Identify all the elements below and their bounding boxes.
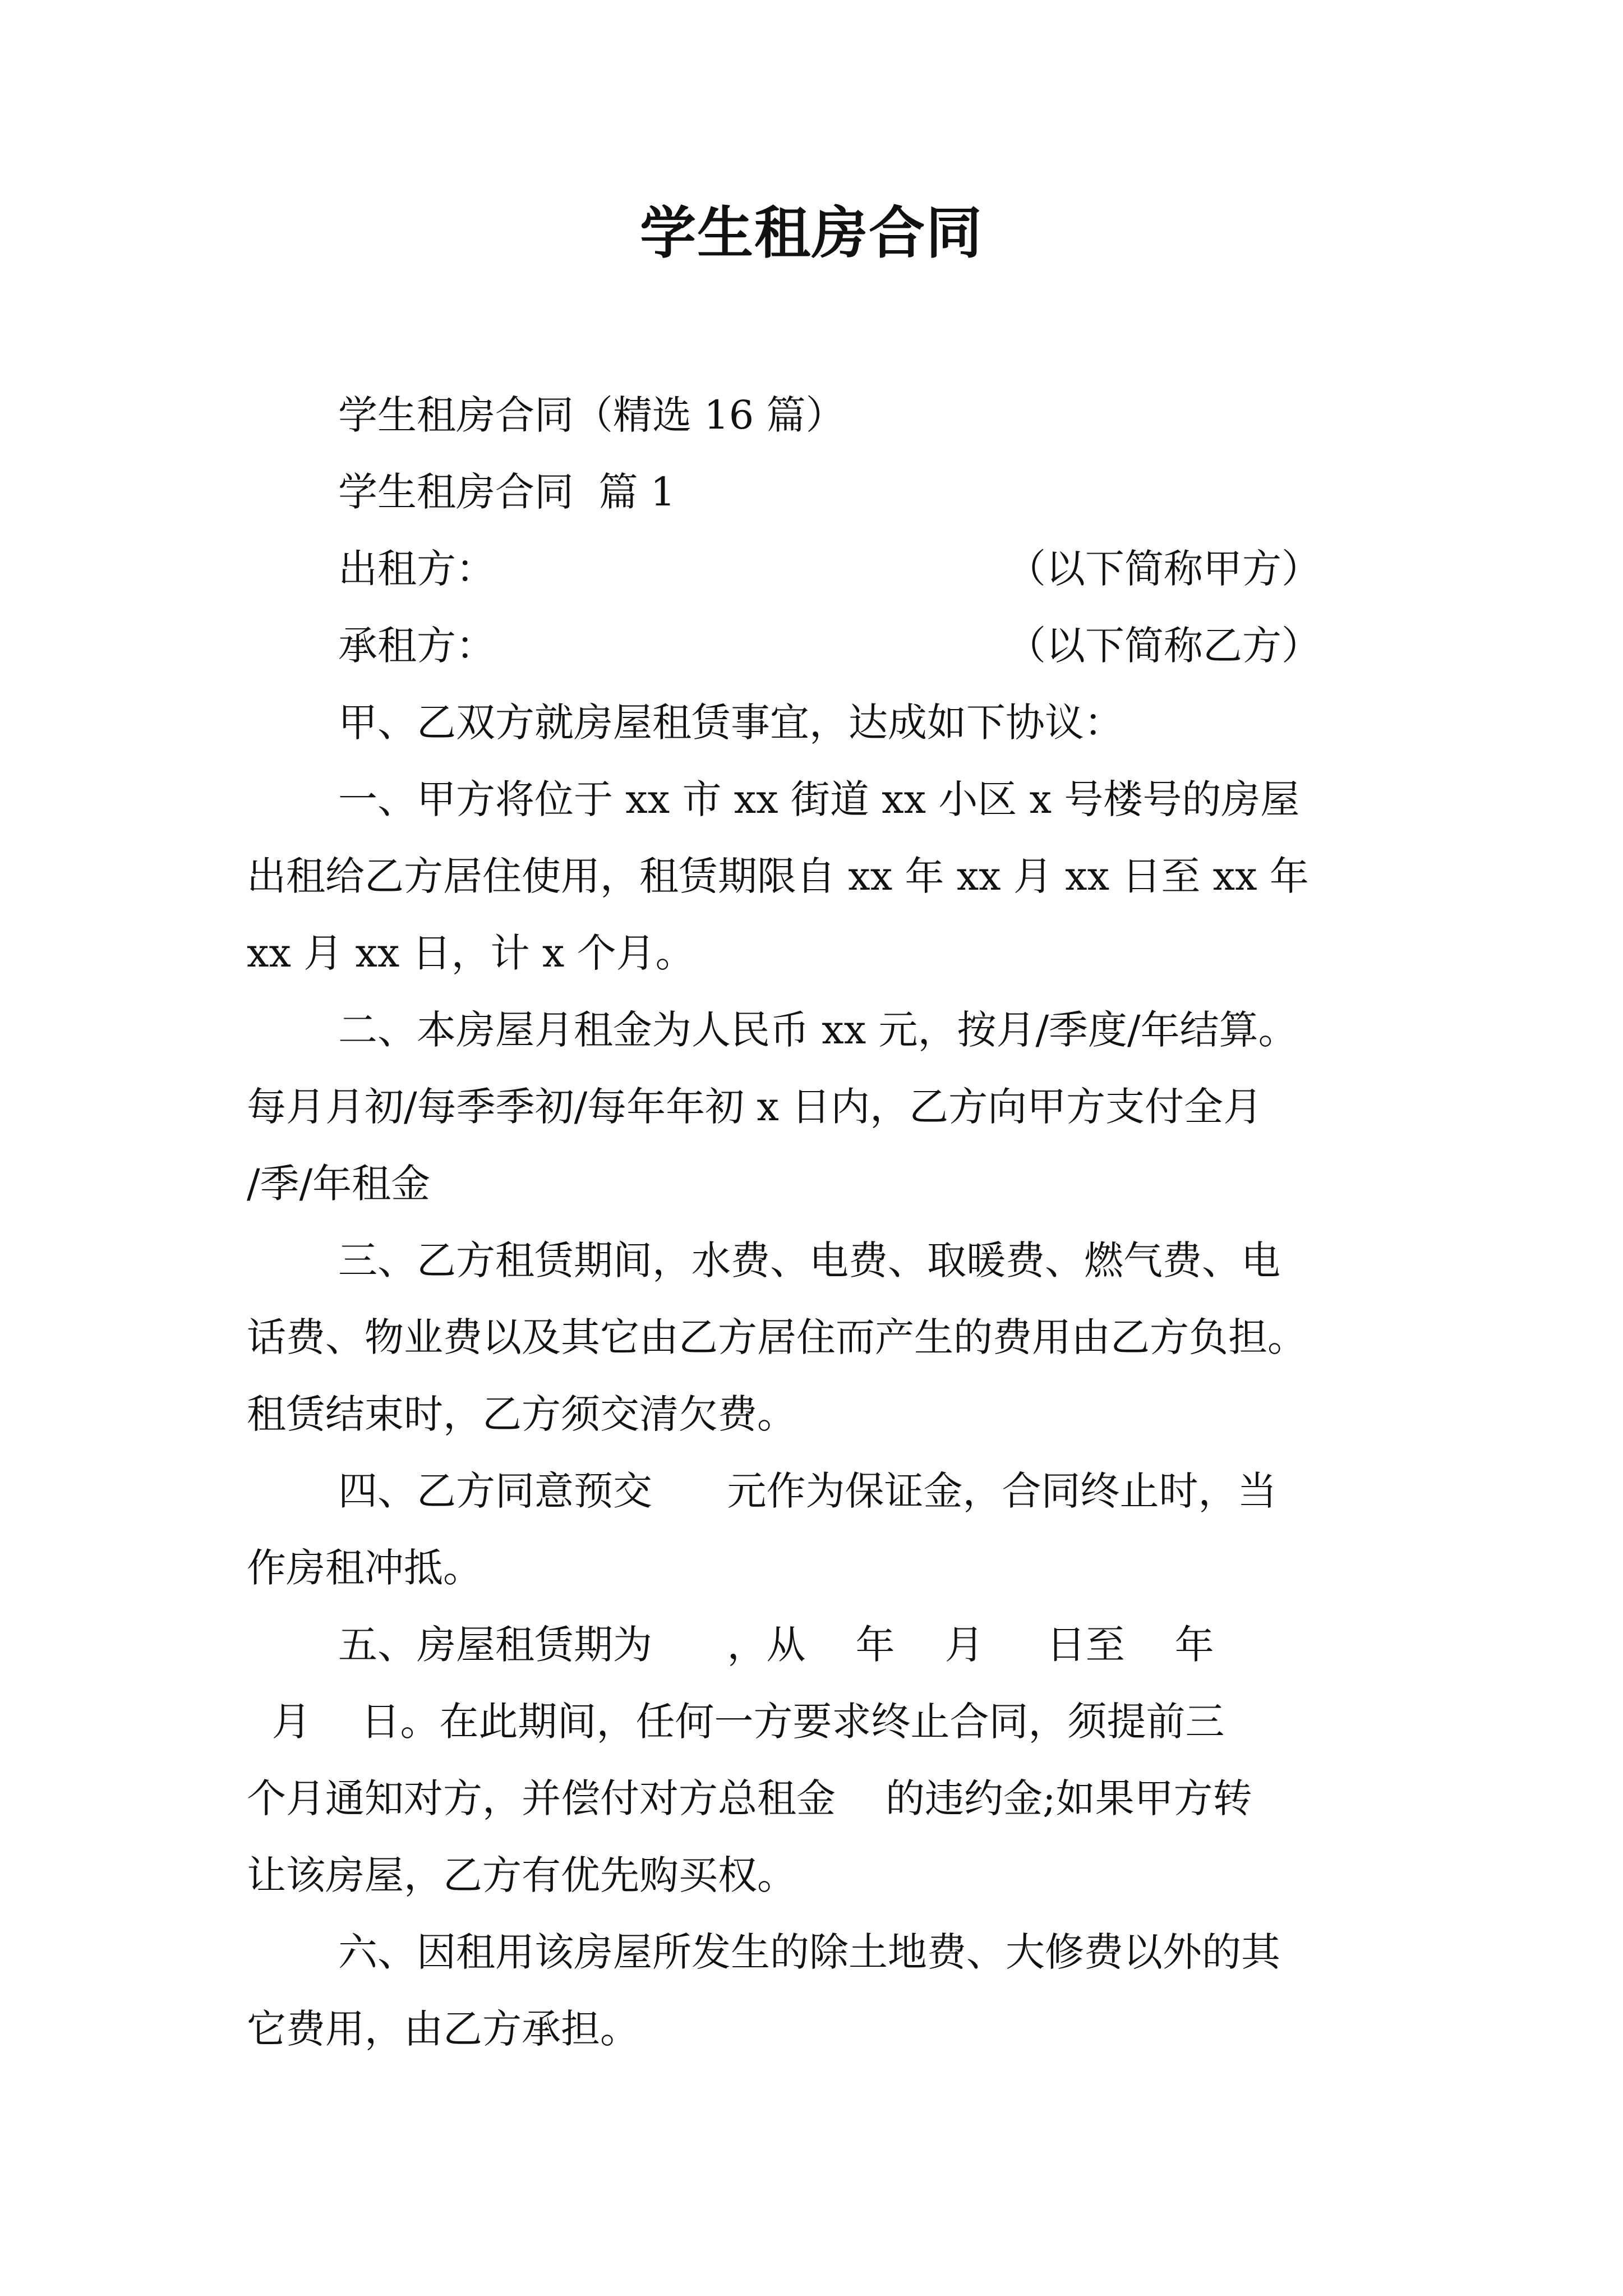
lessee-label: 承租方： xyxy=(338,623,495,669)
lessee-note: （以下简称乙方） xyxy=(1007,623,1321,669)
clause-6-line-1: 六、因租用该房屋所发生的除土地费、大修费以外的其 xyxy=(338,1929,1280,1975)
clause-1-line-1: 一、甲方将位于 xx 市 xx 街道 xx 小区 x 号楼号的房屋 xyxy=(338,776,1300,822)
lessor-label: 出租方： xyxy=(338,546,495,592)
clause-1-line-2: 出租给乙方居住使用，租赁期限自 xx 年 xx 月 xx 日至 xx 年 xyxy=(247,853,1309,899)
lessor-note: （以下简称甲方） xyxy=(1007,546,1321,592)
clause-3-line-1: 三、乙方租赁期间，水费、电费、取暖费、燃气费、电 xyxy=(338,1237,1280,1283)
document-title: 学生租房合同 xyxy=(640,200,983,266)
clause-2-line-2: 每月月初/每季季初/每年年初 x 日内，乙方向甲方支付全月 xyxy=(247,1084,1263,1130)
clause-6-line-2: 它费用，由乙方承担。 xyxy=(247,2006,639,2052)
clause-5-line-2: 月 日。在此期间，任何一方要求终止合同，须提前三 xyxy=(247,1699,1225,1745)
clause-3-line-2: 话费、物业费以及其它由乙方居住而产生的费用由乙方负担。 xyxy=(247,1314,1307,1360)
clause-5-line-1: 五、房屋租赁期为 ，从 年 月 日至 年 xyxy=(338,1622,1214,1668)
subtitle-part: 学生租房合同 篇 1 xyxy=(338,469,676,515)
clause-2-line-3: /季/年租金 xyxy=(247,1161,431,1207)
subtitle-selection: 学生租房合同（精选 16 篇） xyxy=(338,392,845,438)
clause-5-line-4: 让该房屋，乙方有优先购买权。 xyxy=(247,1852,796,1898)
clause-2-line-1: 二、本房屋月租金为人民币 xx 元，按月/季度/年结算。 xyxy=(338,1007,1298,1053)
clause-4-line-1: 四、乙方同意预交 元作为保证金，合同终止时，当 xyxy=(338,1468,1277,1514)
clause-1-line-3: xx 月 xx 日，计 x 个月。 xyxy=(247,930,695,976)
agreement-intro: 甲、乙双方就房屋租赁事宜，达成如下协议： xyxy=(338,700,1123,746)
clause-4-line-2: 作房租冲抵。 xyxy=(247,1545,482,1591)
clause-5-line-3: 个月通知对方，并偿付对方总租金 的违约金;如果甲方转 xyxy=(247,1775,1252,1821)
clause-3-line-3: 租赁结束时，乙方须交清欠费。 xyxy=(247,1391,796,1437)
